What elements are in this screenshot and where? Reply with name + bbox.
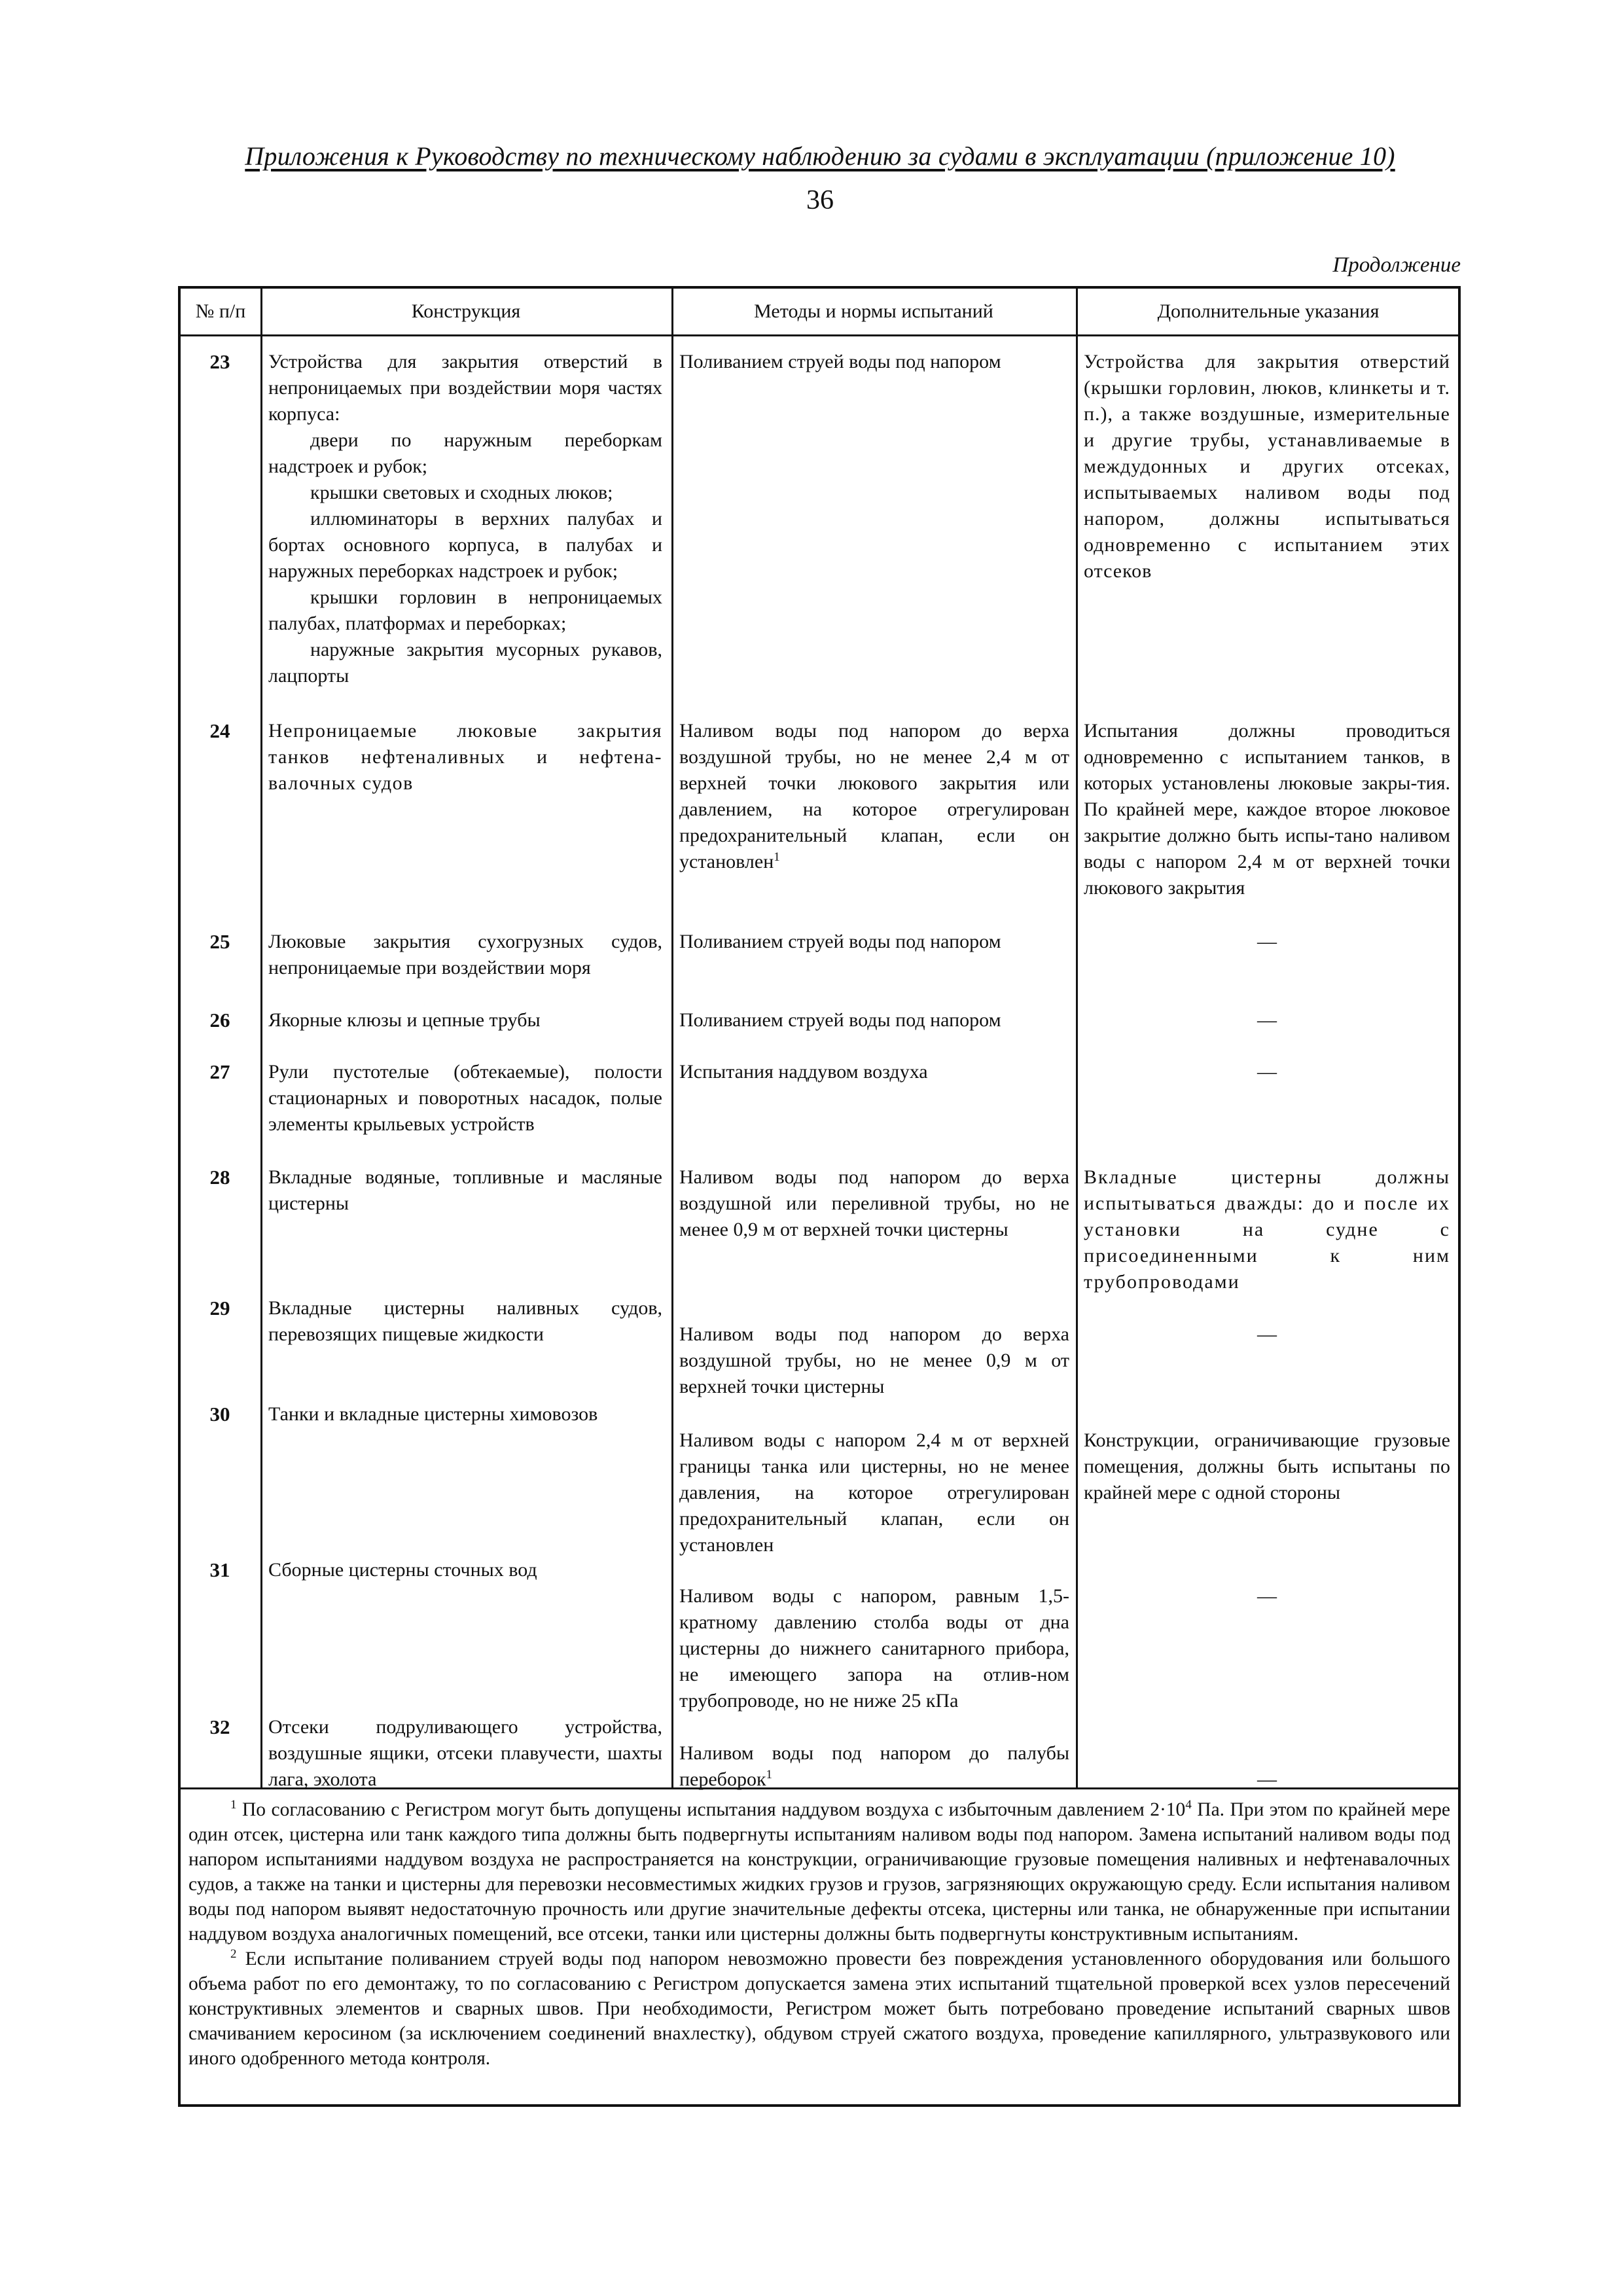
construction-text: Сборные цистерны сточных вод bbox=[268, 1559, 537, 1581]
construction-text: Рули пустотелые (обтекаемые), полости стационарных и поворотных насадок, полые элементы крыльевых устройств bbox=[268, 1061, 662, 1135]
method-cell: Наливом воды с напором, равным 1,5-кратному давлению столба воды от дна цистерны до нижнего санитарного прибора, не имеющего запора на отлив-ном трубопроводе, но не ниже 25 кПа bbox=[679, 1585, 1069, 1712]
notes-cell: — bbox=[1257, 1009, 1277, 1031]
row-number: 25 bbox=[209, 930, 230, 953]
construction-cell bbox=[268, 349, 662, 689]
construction-text: Вкладные водяные, топливные и масляные цистерны bbox=[268, 1166, 662, 1214]
footnote-ref: 1 bbox=[774, 850, 780, 864]
construction-text: Вкладные цистерны наливных судов, перевозящих пищевые жидкости bbox=[268, 1297, 662, 1345]
col-header-notes: Дополнительные указания bbox=[1157, 300, 1380, 322]
construction-item: двери по наружным переборкам надстроек и рубок; bbox=[268, 429, 662, 477]
row-number: 29 bbox=[209, 1297, 230, 1319]
method-cell: Наливом воды под напором до верха воздушной трубы, но не менее 0,9 м от верхней точки цистерны bbox=[679, 1323, 1069, 1397]
construction-item: иллюминаторы в верхних палубах и бортах основного корпуса, в палубах и наружных переборках надстроек и рубок; bbox=[268, 508, 662, 582]
row-number: 27 bbox=[209, 1060, 230, 1083]
method-cell: Наливом воды с напором 2,4 м от верхней границы танка или цистерны, но не менее давления, на которое отрегулирован предохранительный клапан, если он установлен bbox=[679, 1429, 1069, 1556]
notes-cell: — bbox=[1257, 1323, 1277, 1345]
footnote-text: Если испытание поливанием струей воды под напором невозможно провести без повреждения установленного оборудования или большого объема работ по его демонтажу, то по согласованию с Регистром допускается замена этих испытаний тщательной проверкой всех узлов пересечений конструктивных элементов и сварных швов. При необходимости, Регистром может быть потребовано проведение испытаний сварных швов смачиванием керосином (за исключением соединений внахлестку), обдувом струей сжатого воздуха, проведение капиллярного, ультразвукового или иного одобренного метода контроля. bbox=[188, 1948, 1450, 2069]
notes-cell: — bbox=[1257, 931, 1277, 952]
notes-cell: Вкладные цистерны должны испытываться дважды: до и после их установки на судне с присоединенными к ним трубопроводами bbox=[1084, 1166, 1450, 1293]
row-number: 30 bbox=[209, 1403, 230, 1426]
construction-text: Люковые закрытия сухогрузных судов, непроницаемые при воздействии моря bbox=[268, 931, 662, 978]
notes-cell: Конструкции, ограничивающие грузовые помещения, должны быть испытаны по крайней мере с одной стороны bbox=[1084, 1429, 1450, 1503]
exponent: 4 bbox=[1185, 1798, 1192, 1812]
footnotes bbox=[181, 1791, 1458, 2071]
tests-table bbox=[178, 286, 1461, 2107]
col-header-number: № п/п bbox=[195, 300, 246, 322]
construction-text: Танки и вкладные цистерны химовозов bbox=[268, 1403, 598, 1425]
construction-cell bbox=[268, 1714, 662, 1793]
row-number: 31 bbox=[209, 1558, 230, 1581]
page-number: 36 bbox=[806, 185, 834, 215]
construction-cell bbox=[268, 718, 662, 797]
method-cell bbox=[679, 1740, 1069, 1793]
construction-text: Устройства для закрытия отверстий в непроницаемых при воздействии моря частях корпуса: bbox=[268, 351, 662, 425]
column-divider bbox=[1076, 289, 1078, 1789]
construction-item: крышки световых и сходных люков; bbox=[310, 482, 613, 503]
column-divider bbox=[260, 289, 262, 1789]
notes-cell: Испытания должны проводиться одновременно с испытанием танков, в которых установлены люковые закры-тия. По крайней мере, каждое второе люковое закрытие должно быть испы-тано наливом воды с напором 2,4 м от верхней точки люкового закрытия bbox=[1084, 720, 1450, 899]
construction-cell bbox=[268, 1059, 662, 1138]
continuation-label: Продолжение bbox=[1332, 253, 1461, 277]
row-number: 26 bbox=[209, 1009, 230, 1031]
footnote-mark: 1 bbox=[230, 1798, 237, 1812]
construction-cell bbox=[268, 1164, 662, 1217]
row-number: 28 bbox=[209, 1166, 230, 1189]
footnote-2 bbox=[188, 1946, 1450, 2071]
construction-item: наружные закрытия мусорных рукавов, лацпорты bbox=[268, 639, 662, 687]
method-cell: Поливанием струей воды под напором bbox=[679, 351, 1001, 372]
construction-text: Отсеки подруливающего устройства, воздушные ящики, отсеки плавучести, шахты лага, эхолота bbox=[268, 1716, 662, 1790]
construction-item: крышки горловин в непроницаемых палубах, платформах и переборках; bbox=[268, 586, 662, 634]
method-cell: Поливанием струей воды под напором bbox=[679, 931, 1001, 952]
method-cell: Поливанием струей воды под напором bbox=[679, 1009, 1001, 1031]
footnote-1 bbox=[188, 1797, 1450, 1946]
notes-cell: — bbox=[1257, 1061, 1277, 1083]
method-cell: Испытания наддувом воздуха bbox=[679, 1061, 928, 1083]
method-text: Наливом воды под напором до палубы переборок bbox=[679, 1742, 1069, 1790]
running-head: Приложения к Руководству по техническому наблюдению за судами в эксплуатации (приложение 10) bbox=[245, 141, 1395, 171]
construction-cell bbox=[268, 1401, 662, 1427]
notes-cell: — bbox=[1257, 1585, 1277, 1607]
footnote-mark: 2 bbox=[230, 1947, 237, 1962]
construction-cell bbox=[268, 1007, 662, 1033]
method-cell bbox=[679, 718, 1069, 875]
construction-cell bbox=[268, 929, 662, 981]
construction-text: Якорные клюзы и цепные трубы bbox=[268, 1009, 541, 1031]
footnote-ref: 1 bbox=[766, 1768, 773, 1782]
footnote-text: По согласованию с Регистром могут быть допущены испытания наддувом воздуха с избыточным давлением 2·10 bbox=[241, 1799, 1186, 1820]
method-cell: Наливом воды под напором до верха воздушной или переливной трубы, но не менее 0,9 м от верхней точки цистерны bbox=[679, 1166, 1069, 1240]
col-header-methods: Методы и нормы испытаний bbox=[754, 300, 993, 322]
row-number: 32 bbox=[209, 1715, 230, 1738]
method-text: Наливом воды под напором до верха воздушной трубы, но не менее 2,4 м от верхней точки люкового закрытия или давлением, на которое отрегулирован предохранительный клапан, если он установлен bbox=[679, 720, 1069, 872]
row-number: 24 bbox=[209, 719, 230, 742]
notes-cell: Устройства для закрытия отверстий (крышки горловин, люков, клинкеты и т. п.), а также воздушные, измерительные и другие трубы, устанавливаемые в междудонных и других отсеках, испытываемых наливом воды под напором, должны испытываться одновременно с испытанием этих отсеков bbox=[1084, 351, 1450, 582]
construction-cell bbox=[268, 1557, 662, 1583]
col-header-construction: Конструкция bbox=[411, 300, 521, 322]
notes-cell: — bbox=[1257, 1768, 1277, 1790]
construction-text: Непроницаемые люковые закрытия танков нефтеналивных и нефтена-валочных судов bbox=[268, 720, 662, 794]
footnote-text: Па. При этом по крайней мере один отсек, цистерна или танк каждого типа должны быть подвергнуты испытаниям наливом воды под напором. Замена испытаний наливом воды под напором испытаниями наддувом воздуха не распространяется на конструкции, ограничивающие грузовые помещения наливных и нефтенавалочных судов, а также на танки и цистерны для перевозки несовместимых жидких грузов и грузов, загрязняющих окружающую среду. Если испытания наливом воды под напором выявят недостаточную прочность или другие значительные дефекты отсека, цистерны или танка, не обнаруженные при испытании наддувом воздуха аналогичных помещений, все отсеки, танки или цистерны должны быть подвергнуты конструктивным испытаниям. bbox=[188, 1799, 1450, 1945]
row-number: 23 bbox=[209, 350, 230, 373]
column-divider bbox=[671, 289, 673, 1789]
construction-cell bbox=[268, 1295, 662, 1348]
header-divider bbox=[181, 334, 1458, 336]
